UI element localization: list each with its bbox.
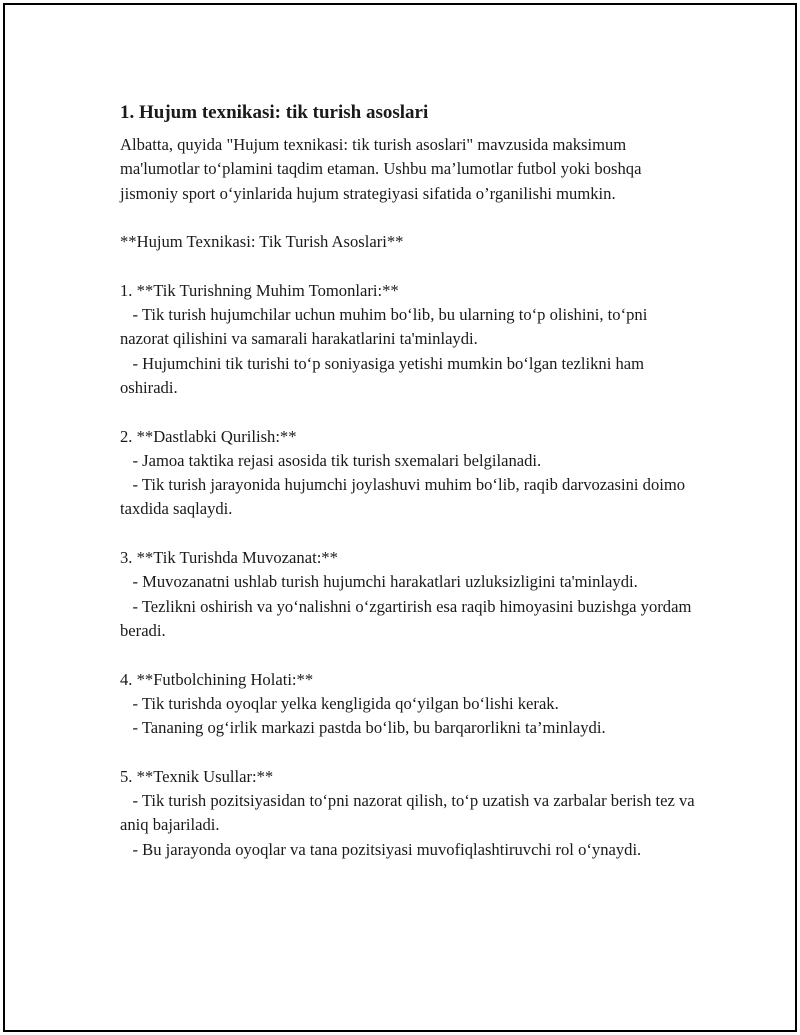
- intro-paragraph: Albatta, quyida "Hujum texnikasi: tik turish asoslari" mavzusida maksimum ma'lumotlar to‘plamini taqdim etaman. Ushbu ma’lumotlar futbol yoki boshqa jismoniy sport o‘yinlarida hujum strategiyasi sifatida o’rganilishi mumkin.: [120, 135, 646, 203]
- section-4: [120, 668, 700, 741]
- section-bullet: - Muvozanatni ushlab turish hujumchi harakatlari uzluksizligini ta'minlaydi.: [120, 572, 638, 592]
- section-bullet: - Tezlikni oshirish va yo‘nalishni o‘zgartirish esa raqib himoyasini buzishga yordam beradi.: [120, 596, 696, 640]
- document-page: [3, 3, 797, 1032]
- section-2: [120, 425, 700, 522]
- section-bullet: - Tik turish hujumchilar uchun muhim bo‘lib, bu ularning to‘p olishini, to‘pni nazorat qilishini va samarali harakatlarini ta'minlaydi.: [120, 305, 652, 349]
- section-bullet: - Tik turish jarayonida hujumchi joylashuvi muhim bo‘lib, raqib darvozasini doimo taxdida saqlaydi.: [120, 475, 690, 519]
- section-heading: 1. **Tik Turishning Muhim Tomonlari:**: [120, 280, 399, 300]
- spacer: [120, 206, 700, 230]
- section-heading: 5. **Texnik Usullar:**: [120, 766, 274, 786]
- section-bullet: - Bu jarayonda oyoqlar va tana pozitsiyasi muvofiqlashtiruvchi rol o‘ynaydi.: [120, 839, 642, 859]
- section-3: [120, 546, 700, 643]
- section-5: [120, 765, 700, 862]
- section-heading: 2. **Dastlabki Qurilish:**: [120, 426, 297, 446]
- document-title: 1. Hujum texnikasi: tik turish asoslari: [120, 102, 429, 123]
- spacer: [120, 522, 700, 546]
- section-heading: 3. **Tik Turishda Muvozanat:**: [120, 548, 338, 568]
- section-heading: 4. **Futbolchining Holati:**: [120, 669, 314, 689]
- spacer: [120, 400, 700, 424]
- section-bullet: - Jamoa taktika rejasi asosida tik turish sxemalari belgilanadi.: [120, 450, 542, 470]
- spacer: [120, 740, 700, 764]
- subtitle: **Hujum Texnikasi: Tik Turish Asoslari**: [120, 232, 404, 252]
- document-content: [120, 100, 700, 862]
- spacer: [120, 643, 700, 667]
- spacer: [120, 254, 700, 278]
- section-bullet: - Hujumchini tik turishi to‘p soniyasiga yetishi mumkin bo‘lgan tezlikni ham oshiradi.: [120, 353, 649, 397]
- section-bullet: - Tik turishda oyoqlar yelka kengligida qo‘yilgan bo‘lishi kerak.: [120, 693, 559, 713]
- section-bullet: - Tananing og‘irlik markazi pastda bo‘lib, bu barqarorlikni ta’minlaydi.: [120, 718, 606, 738]
- section-1: [120, 279, 700, 400]
- section-bullet: - Tik turish pozitsiyasidan to‘pni nazorat qilish, to‘p uzatish va zarbalar berish tez va aniq bajariladi.: [120, 791, 699, 835]
